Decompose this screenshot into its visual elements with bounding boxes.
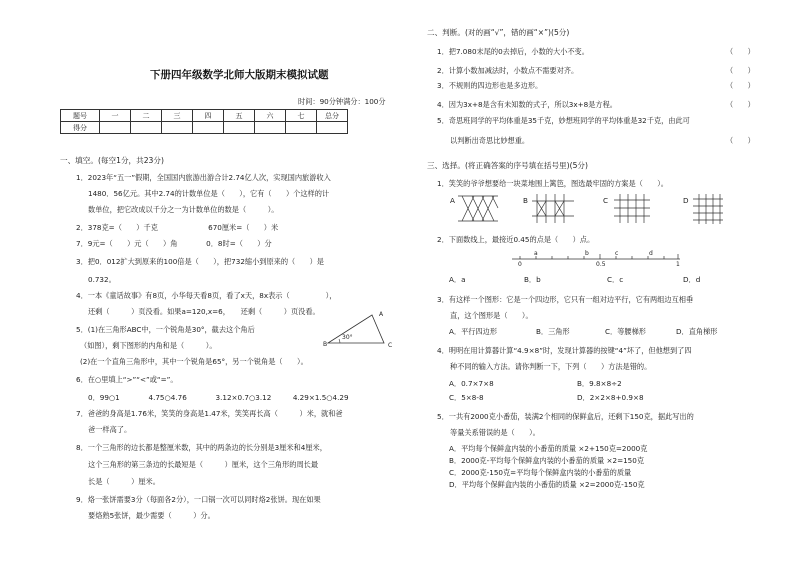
choice-option: A．0.7×7×8 [449,379,494,388]
s1-line: 数单位，把它改成以千分之一为计数单位的数是（ ）。 [88,205,279,214]
score-cell[interactable] [162,122,193,134]
choice-question: 5．一共有2000克小番茄，装满2个相同的保鲜盒后，还剩下150克，据此写出的 [437,412,694,421]
choice-option: C．5×8-8 [449,393,484,402]
judge-item: 2．计算小数加减法时，小数点不需要对齐。 [437,66,579,75]
section2-heading: 二、判断。(对的画“√”，错的画“×”)(5分) [427,28,570,37]
choice-option: B．三角形 [536,327,570,336]
s1-line: 6．在○里填上“>”“<”或“=”。 [76,375,178,384]
score-cell[interactable] [131,122,162,134]
time-info: 时间：90分钟满分：100分 [298,97,386,106]
answer-paren[interactable]: （ ） [726,100,755,109]
choice-option: D．2×2×8+0.9×8 [577,393,644,402]
judge-item: 以判断出奇思比妙想重。 [450,136,530,145]
number-line-point: b [585,250,589,257]
answer-paren[interactable]: （ ） [726,136,755,145]
number-line-tick-label: 0 [518,261,522,268]
fence-option-label: B [523,196,528,205]
triangle-label-a: A [379,311,384,318]
score-header: 三 [162,110,193,122]
number-line-point: c [615,250,619,257]
s1-line: 这个三角形的第三条边的长最短是（ ）厘米，这个三角形的周长最 [88,460,319,469]
section1-heading: 一、填空。(每空1分，共23分) [60,156,164,165]
choice-question: 2．下面数线上，最接近0.45的点是（ ）点。 [437,235,595,244]
number-line-tick-label: 0.5 [596,261,606,268]
choice-question: 等量关系错误的是（ ）。 [450,428,540,437]
choice-question: 3．有这样一个图形：它是一个四边形，它只有一组对边平行，它有两组边互相垂 [437,295,694,304]
choice-option: D．d [683,275,701,284]
triangle-figure [320,313,393,353]
score-table-score-row [61,122,348,134]
choice-option: A．平均每个保鲜盒内装的小番茄的质量 ×2+150克=2000克 [449,444,648,453]
s1-line: 要烙熟5张饼，最少需要（ ）分。 [88,511,215,520]
score-header: 四 [193,110,224,122]
choice-option: C．2000克-150克=平均每个保鲜盒内装的小番茄的质量 [449,468,632,477]
score-header: 六 [255,110,286,122]
fence-option-label: C [603,196,609,205]
score-header: 二 [131,110,162,122]
judge-item: 1．把7.080末尾的0去掉后，小数的大小不变。 [437,47,589,56]
choice-option: A．平行四边形 [449,327,498,336]
score-cell[interactable] [317,122,348,134]
number-line-point: a [534,250,538,257]
choice-question: 种不同的输入方法。请你判断一下，下列（ ）方法是错的。 [450,362,652,371]
s1-line: (2)在一个直角三角形中，其中一个锐角是65°，另一个锐角是（ ）。 [80,357,308,366]
answer-paren[interactable]: （ ） [726,66,755,75]
s1-line: 7．9元=（ ）元（ ）角 0．8时=（ ）分 [76,239,272,248]
s1-line: 0．99○1 4.75○4.76 3.12×0.7○3.12 4.29×1.5○4.29 [88,393,349,402]
fence-option-b-icon [532,194,574,224]
choice-question: 直，这个图形是（ ）。 [450,311,533,320]
fence-option-label: D [683,196,689,205]
choice-option: D．平均每个保鲜盒内装的小番茄的质量 ×2=2000克-150克 [449,480,645,489]
triangle-label-c: C [388,342,393,349]
s1-line: 2．378克=（ ）千克 670厘米=（ ）米 [76,223,279,232]
s1-line: 5．(1)在三角形ABC中，一个锐角是30°，截去这个角后 [76,325,255,334]
number-line-point: d [649,250,653,257]
judge-item: 3．不规则的四边形也是多边形。 [437,81,543,90]
judge-item: 5．奇思班同学的平均体重是35千克，妙想班同学的平均体重是32千克，由此可 [437,116,690,125]
score-header: 七 [286,110,317,122]
judge-item: 4．因为3x+8是含有未知数的式子，所以3x+8是方程。 [437,100,617,109]
page-title: 下册四年级数学北师大版期末模拟试题 [150,69,329,81]
s1-line: 0.732。 [88,275,116,284]
fence-option-d-icon [693,194,723,224]
choice-question: 1．笑笑的爷爷想要给一块菜地围上篱笆，图选最牢固的方案是（ ）。 [437,179,668,188]
score-cell[interactable] [193,122,224,134]
score-cell[interactable] [286,122,317,134]
score-cell[interactable] [255,122,286,134]
choice-option: C．等腰梯形 [605,327,646,336]
s1-line: 还剩（ ）页没看。如果a=120,x=6， 还剩（ ）页没看。 [88,307,320,316]
s1-line: 1．2023年“五一”假期，全国国内旅游出游合计2.74亿人次，实现国内旅游收入 [76,173,331,182]
choice-option: C．c [607,275,624,284]
choice-option: D．直角梯形 [676,327,718,336]
fence-option-label: A [450,196,455,205]
s1-line: 爸一样高了。 [88,425,132,434]
s1-line: （如图），剩下图形的内角和是（ ）。 [80,341,217,350]
fence-option-c-icon [614,194,650,224]
choice-question: 4．明明在用计算器计算“4.9×8”时，发现计算器的按键“4”坏了，但他想到了四 [437,346,692,355]
number-line-tick-label: 1 [676,261,680,268]
s1-line: 4．一本《童话故事》有8页，小华每天看8页，看了x天，8x表示（ ）， [76,291,337,300]
answer-paren[interactable]: （ ） [726,81,755,90]
s1-line: 长是（ ）厘米。 [88,477,160,486]
s1-line: 7．爸爸的身高是1.76米，笑笑的身高是1.47米，笑笑再长高（ ）米，就和爸 [76,409,343,418]
score-row-label: 得分 [61,122,100,134]
score-cell[interactable] [100,122,131,134]
s1-line: 8．一个三角形的边长都是整厘米数，其中的两条边的长分别是3厘米和4厘米， [76,443,327,452]
choice-option: B．b [524,275,541,284]
score-header: 总分 [317,110,348,122]
choice-option: B．2000克-平均每个保鲜盒内装的小番茄的质量 ×2=150克 [449,456,645,465]
choice-option: A．a [449,275,466,284]
choice-option: B．9.8×8÷2 [577,379,622,388]
score-table-header-row [61,110,348,122]
section3-heading: 三、选择。(将正确答案的序号填在括号里)(5分) [427,161,588,170]
score-table [60,109,348,134]
s1-line: 1480．56亿元。其中2.74的计数单位是（ ），它有（ ）个这样的计 [88,189,330,198]
s1-line: 9．烙一张饼需要3分（每面各2分），一口锅一次可以同时烙2张饼。现在如果 [76,495,321,504]
score-header: 五 [224,110,255,122]
triangle-label-b: B [323,341,328,348]
score-cell[interactable] [224,122,255,134]
score-header: 一 [100,110,131,122]
triangle-angle-label: 30° [342,334,353,341]
answer-paren[interactable]: （ ） [726,47,755,56]
fence-option-a-icon [458,194,498,224]
score-header: 题号 [61,110,100,122]
s1-line: 3．把0．012扩大到原来的100倍是（ ），把732缩小到原来的（ ）是 [76,257,324,266]
